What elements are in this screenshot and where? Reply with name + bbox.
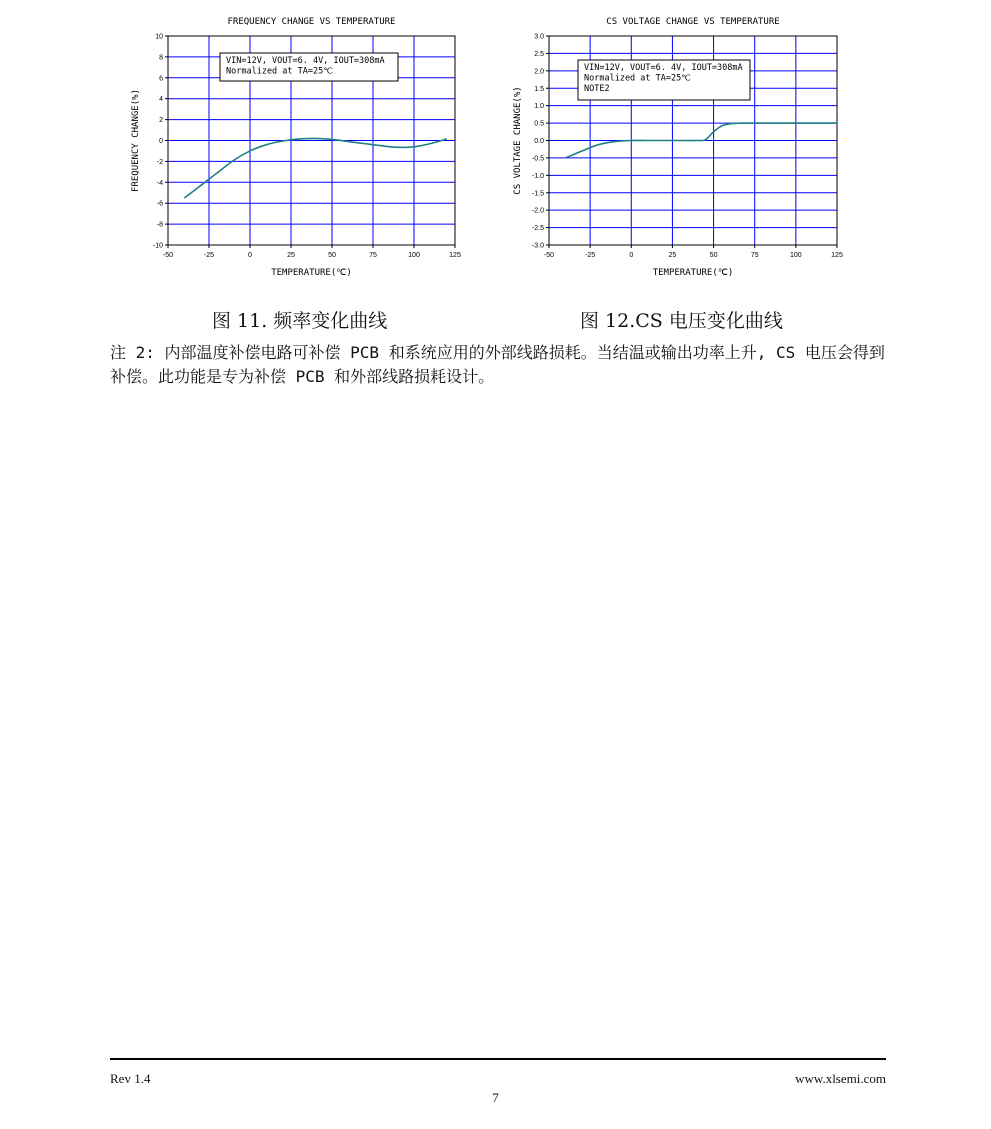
footer-divider	[110, 1058, 886, 1060]
y-axis-label: FREQUENCY CHANGE(%)	[131, 89, 141, 192]
page-number: 7	[492, 1090, 499, 1105]
y-tick-label: -10	[152, 242, 163, 250]
x-tick-label: 50	[328, 252, 336, 259]
cs-voltage-change-chart	[508, 8, 848, 290]
y-axis-label: CS VOLTAGE CHANGE(%)	[513, 86, 523, 195]
x-tick-label: -25	[203, 252, 215, 259]
cs-voltage-change-chart-svg	[508, 8, 848, 290]
series-line	[184, 138, 446, 198]
y-tick-label: 0	[159, 138, 163, 145]
y-tick-label: -2.0	[531, 207, 544, 215]
y-tick-label: 3.0	[534, 33, 544, 41]
x-tick-label: 75	[369, 252, 377, 259]
annotation-line: Normalized at TA=25℃	[584, 73, 691, 84]
x-tick-label: 25	[287, 252, 295, 259]
annotation-line: VIN=12V, VOUT=6. 4V, IOUT=308mA	[226, 56, 385, 66]
x-tick-label: 25	[668, 252, 677, 259]
chart-title: FREQUENCY CHANGE VS TEMPERATURE	[227, 17, 396, 27]
y-tick-label: 2.5	[534, 50, 544, 58]
y-tick-label: -0.5	[531, 155, 544, 163]
x-tick-label: 100	[408, 252, 420, 259]
x-tick-label: -50	[543, 252, 555, 259]
annotation-line: VIN=12V, VOUT=6. 4V, IOUT=308mA	[584, 63, 743, 73]
x-tick-label: 50	[709, 252, 718, 259]
y-tick-label: 8	[159, 54, 163, 62]
y-tick-label: 4	[159, 96, 163, 104]
x-axis-label: TEMPERATURE(℃)	[652, 268, 734, 278]
note-2-paragraph: 注 2: 内部温度补偿电路可补偿 PCB 和系统应用的外部线路损耗。当结温或输出功率上升, CS 电压会得到补偿。此功能是专为补偿 PCB 和外部线路损耗设计。	[110, 343, 885, 386]
chart-title: CS VOLTAGE CHANGE VS TEMPERATURE	[606, 17, 780, 27]
x-tick-label: 125	[449, 252, 461, 259]
figure-12-caption: 图 12.CS 电压变化曲线	[580, 310, 783, 332]
y-tick-label: 0.0	[534, 138, 544, 145]
y-tick-label: -8	[156, 221, 163, 229]
annotation-line: Normalized at TA=25℃	[226, 66, 333, 77]
y-tick-label: -3.0	[531, 242, 544, 250]
frequency-change-chart-svg	[128, 8, 468, 290]
y-tick-label: -6	[156, 200, 163, 208]
x-tick-label: 75	[750, 252, 759, 259]
annotation-line: NOTE2	[584, 84, 610, 94]
y-tick-label: -1.0	[531, 172, 544, 180]
frequency-change-chart	[128, 8, 468, 290]
y-tick-label: 2	[159, 117, 163, 125]
y-tick-label: 10	[155, 33, 163, 41]
x-axis-label: TEMPERATURE(℃)	[271, 268, 352, 278]
x-tick-label: 125	[831, 252, 843, 259]
y-tick-label: 0.5	[534, 120, 544, 128]
y-tick-label: 1.0	[534, 103, 544, 111]
x-tick-label: -25	[585, 252, 596, 259]
footer-revision: Rev 1.4	[110, 1071, 151, 1086]
y-tick-label: 6	[159, 75, 163, 83]
footer-website-link[interactable]: www.xlsemi.com	[795, 1071, 886, 1086]
y-tick-label: 1.5	[534, 85, 544, 93]
x-tick-label: 100	[790, 252, 802, 259]
x-tick-label: 0	[248, 252, 252, 259]
x-tick-label: -50	[162, 252, 174, 259]
y-tick-label: -2	[156, 158, 163, 166]
x-tick-label: 0	[629, 252, 634, 259]
y-tick-label: 2.0	[534, 68, 544, 76]
figure-11-caption: 图 11. 频率变化曲线	[212, 310, 388, 332]
y-tick-label: -1.5	[531, 190, 544, 198]
y-tick-label: -2.5	[531, 225, 544, 233]
y-tick-label: -4	[156, 179, 163, 187]
